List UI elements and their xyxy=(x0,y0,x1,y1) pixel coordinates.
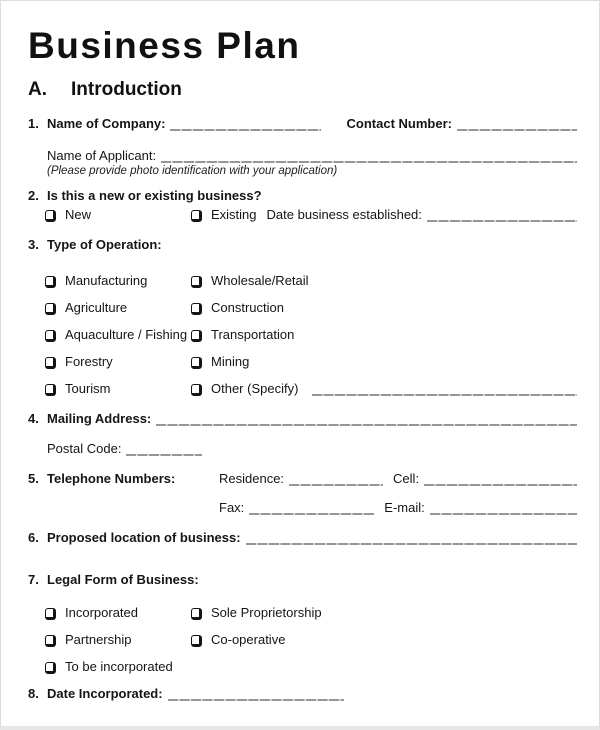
sole-proprietorship-option xyxy=(191,605,577,621)
incorporated-checkbox[interactable] xyxy=(45,608,56,620)
tourism-label: Tourism xyxy=(65,381,111,396)
q3-heading-row xyxy=(28,237,577,253)
other-specify-label: Other (Specify) xyxy=(211,381,299,396)
agriculture-label: Agriculture xyxy=(65,300,128,315)
partnership-label: Partnership xyxy=(65,632,132,647)
cooperative-option xyxy=(191,632,577,648)
tourism-option xyxy=(45,381,191,397)
cell-label: Cell: xyxy=(393,471,420,486)
forestry-option xyxy=(45,354,191,370)
q7-number: 7. xyxy=(28,572,39,587)
new-option xyxy=(45,207,191,223)
section-a-heading xyxy=(28,79,577,101)
postal-code-row xyxy=(28,441,577,457)
operation-type-grid xyxy=(28,273,577,397)
cell-input-line[interactable] xyxy=(424,484,577,486)
legal-row-1 xyxy=(45,605,577,621)
transportation-label: Transportation xyxy=(211,327,295,342)
aquaculture-fishing-option xyxy=(45,327,191,343)
q8-number: 8. xyxy=(28,686,39,701)
mailing-address-label: Mailing Address: xyxy=(47,411,152,426)
mining-label: Mining xyxy=(211,354,250,369)
mining-checkbox[interactable] xyxy=(191,357,202,369)
cooperative-label: Co-operative xyxy=(211,632,286,647)
email-input-line[interactable] xyxy=(430,513,577,515)
company-name-label: Name of Company: xyxy=(47,116,166,131)
existing-label: Existing xyxy=(211,207,257,222)
construction-label: Construction xyxy=(211,300,284,315)
existing-option xyxy=(191,207,257,223)
forestry-label: Forestry xyxy=(65,354,113,369)
q5-phone-row-2 xyxy=(28,500,577,516)
fax-label: Fax: xyxy=(219,500,245,515)
partnership-checkbox[interactable] xyxy=(45,635,56,647)
partnership-option xyxy=(45,632,191,648)
wholesale-retail-checkbox[interactable] xyxy=(191,276,202,288)
sole-proprietorship-checkbox[interactable] xyxy=(191,608,202,620)
date-incorporated-input-line[interactable] xyxy=(168,699,344,701)
section-title: Introduction xyxy=(71,79,182,100)
postal-code-label: Postal Code: xyxy=(47,441,122,456)
new-label: New xyxy=(65,207,92,222)
incorporated-label: Incorporated xyxy=(65,605,138,620)
operation-row-1 xyxy=(45,273,577,289)
other-specify-checkbox[interactable] xyxy=(191,384,202,396)
wholesale-retail-label: Wholesale/Retail xyxy=(211,273,309,288)
q1-company-row xyxy=(28,116,577,132)
q6-number: 6. xyxy=(28,530,39,545)
legal-row-3 xyxy=(45,659,577,675)
to-be-incorporated-checkbox[interactable] xyxy=(45,662,56,674)
forestry-checkbox[interactable] xyxy=(45,357,56,369)
legal-form-label: Legal Form of Business: xyxy=(47,572,199,587)
construction-option xyxy=(191,300,577,316)
aquaculture-fishing-checkbox[interactable] xyxy=(45,330,56,342)
photo-id-note: (Please provide photo identification with your application) xyxy=(47,165,338,177)
operation-row-4 xyxy=(45,354,577,370)
q2-question-label: Is this a new or existing business? xyxy=(47,188,262,203)
q2-heading-row xyxy=(28,188,577,204)
sole-proprietorship-label: Sole Proprietorship xyxy=(211,605,322,620)
cooperative-checkbox[interactable] xyxy=(191,635,202,647)
aquaculture-fishing-label: Aquaculture / Fishing xyxy=(65,327,188,342)
q1-applicant-row xyxy=(28,148,577,164)
q3-label: Type of Operation: xyxy=(47,237,162,252)
new-checkbox[interactable] xyxy=(45,210,56,222)
to-be-incorporated-label: To be incorporated xyxy=(65,659,173,674)
operation-row-3 xyxy=(45,327,577,343)
mailing-address-input-line[interactable] xyxy=(156,424,577,426)
page-title: Business Plan xyxy=(28,25,301,66)
operation-row-5 xyxy=(45,381,577,397)
applicant-name-label: Name of Applicant: xyxy=(47,148,157,163)
tourism-checkbox[interactable] xyxy=(45,384,56,396)
q2-number: 2. xyxy=(28,188,39,203)
postal-code-input-line[interactable] xyxy=(126,454,202,456)
manufacturing-option xyxy=(45,273,191,289)
residence-label: Residence: xyxy=(219,471,285,486)
q6-location-row xyxy=(28,530,577,546)
q3-number: 3. xyxy=(28,237,39,252)
date-established-label: Date business established: xyxy=(266,207,422,222)
q4-number: 4. xyxy=(28,411,39,426)
operation-row-2 xyxy=(45,300,577,316)
q7-heading-row xyxy=(28,572,577,588)
q4-mailing-row xyxy=(28,411,577,427)
manufacturing-checkbox[interactable] xyxy=(45,276,56,288)
contact-number-input-line[interactable] xyxy=(457,129,577,131)
other-specify-input-line[interactable] xyxy=(312,394,577,396)
incorporated-option xyxy=(45,605,191,621)
contact-number-label: Contact Number: xyxy=(346,116,452,131)
date-incorporated-label: Date Incorporated: xyxy=(47,686,163,701)
wholesale-retail-option xyxy=(191,273,577,289)
applicant-name-input-line[interactable] xyxy=(161,161,577,163)
q1-number: 1. xyxy=(28,116,39,131)
q2-options-row xyxy=(28,207,577,223)
other-specify-option xyxy=(191,381,577,397)
fax-input-line[interactable] xyxy=(249,513,374,515)
residence-input-line[interactable] xyxy=(289,484,383,486)
legal-form-grid xyxy=(28,605,577,675)
proposed-location-label: Proposed location of business: xyxy=(47,530,241,545)
company-name-input-line[interactable] xyxy=(170,129,320,131)
proposed-location-input-line[interactable] xyxy=(246,543,577,545)
existing-checkbox[interactable] xyxy=(191,210,202,222)
q8-date-row xyxy=(28,686,577,702)
construction-checkbox[interactable] xyxy=(191,303,202,315)
section-letter: A. xyxy=(28,79,47,100)
date-established-input-line[interactable] xyxy=(427,220,577,222)
legal-row-2 xyxy=(45,632,577,648)
to-be-incorporated-option xyxy=(45,659,191,675)
telephone-numbers-label: Telephone Numbers: xyxy=(47,471,176,486)
photo-id-note-row xyxy=(28,165,577,178)
agriculture-option xyxy=(45,300,191,316)
email-label: E-mail: xyxy=(384,500,425,515)
transportation-checkbox[interactable] xyxy=(191,330,202,342)
agriculture-checkbox[interactable] xyxy=(45,303,56,315)
mining-option xyxy=(191,354,577,370)
q5-number: 5. xyxy=(28,471,39,486)
manufacturing-label: Manufacturing xyxy=(65,273,148,288)
q5-phone-row-1 xyxy=(28,471,577,487)
transportation-option xyxy=(191,327,577,343)
